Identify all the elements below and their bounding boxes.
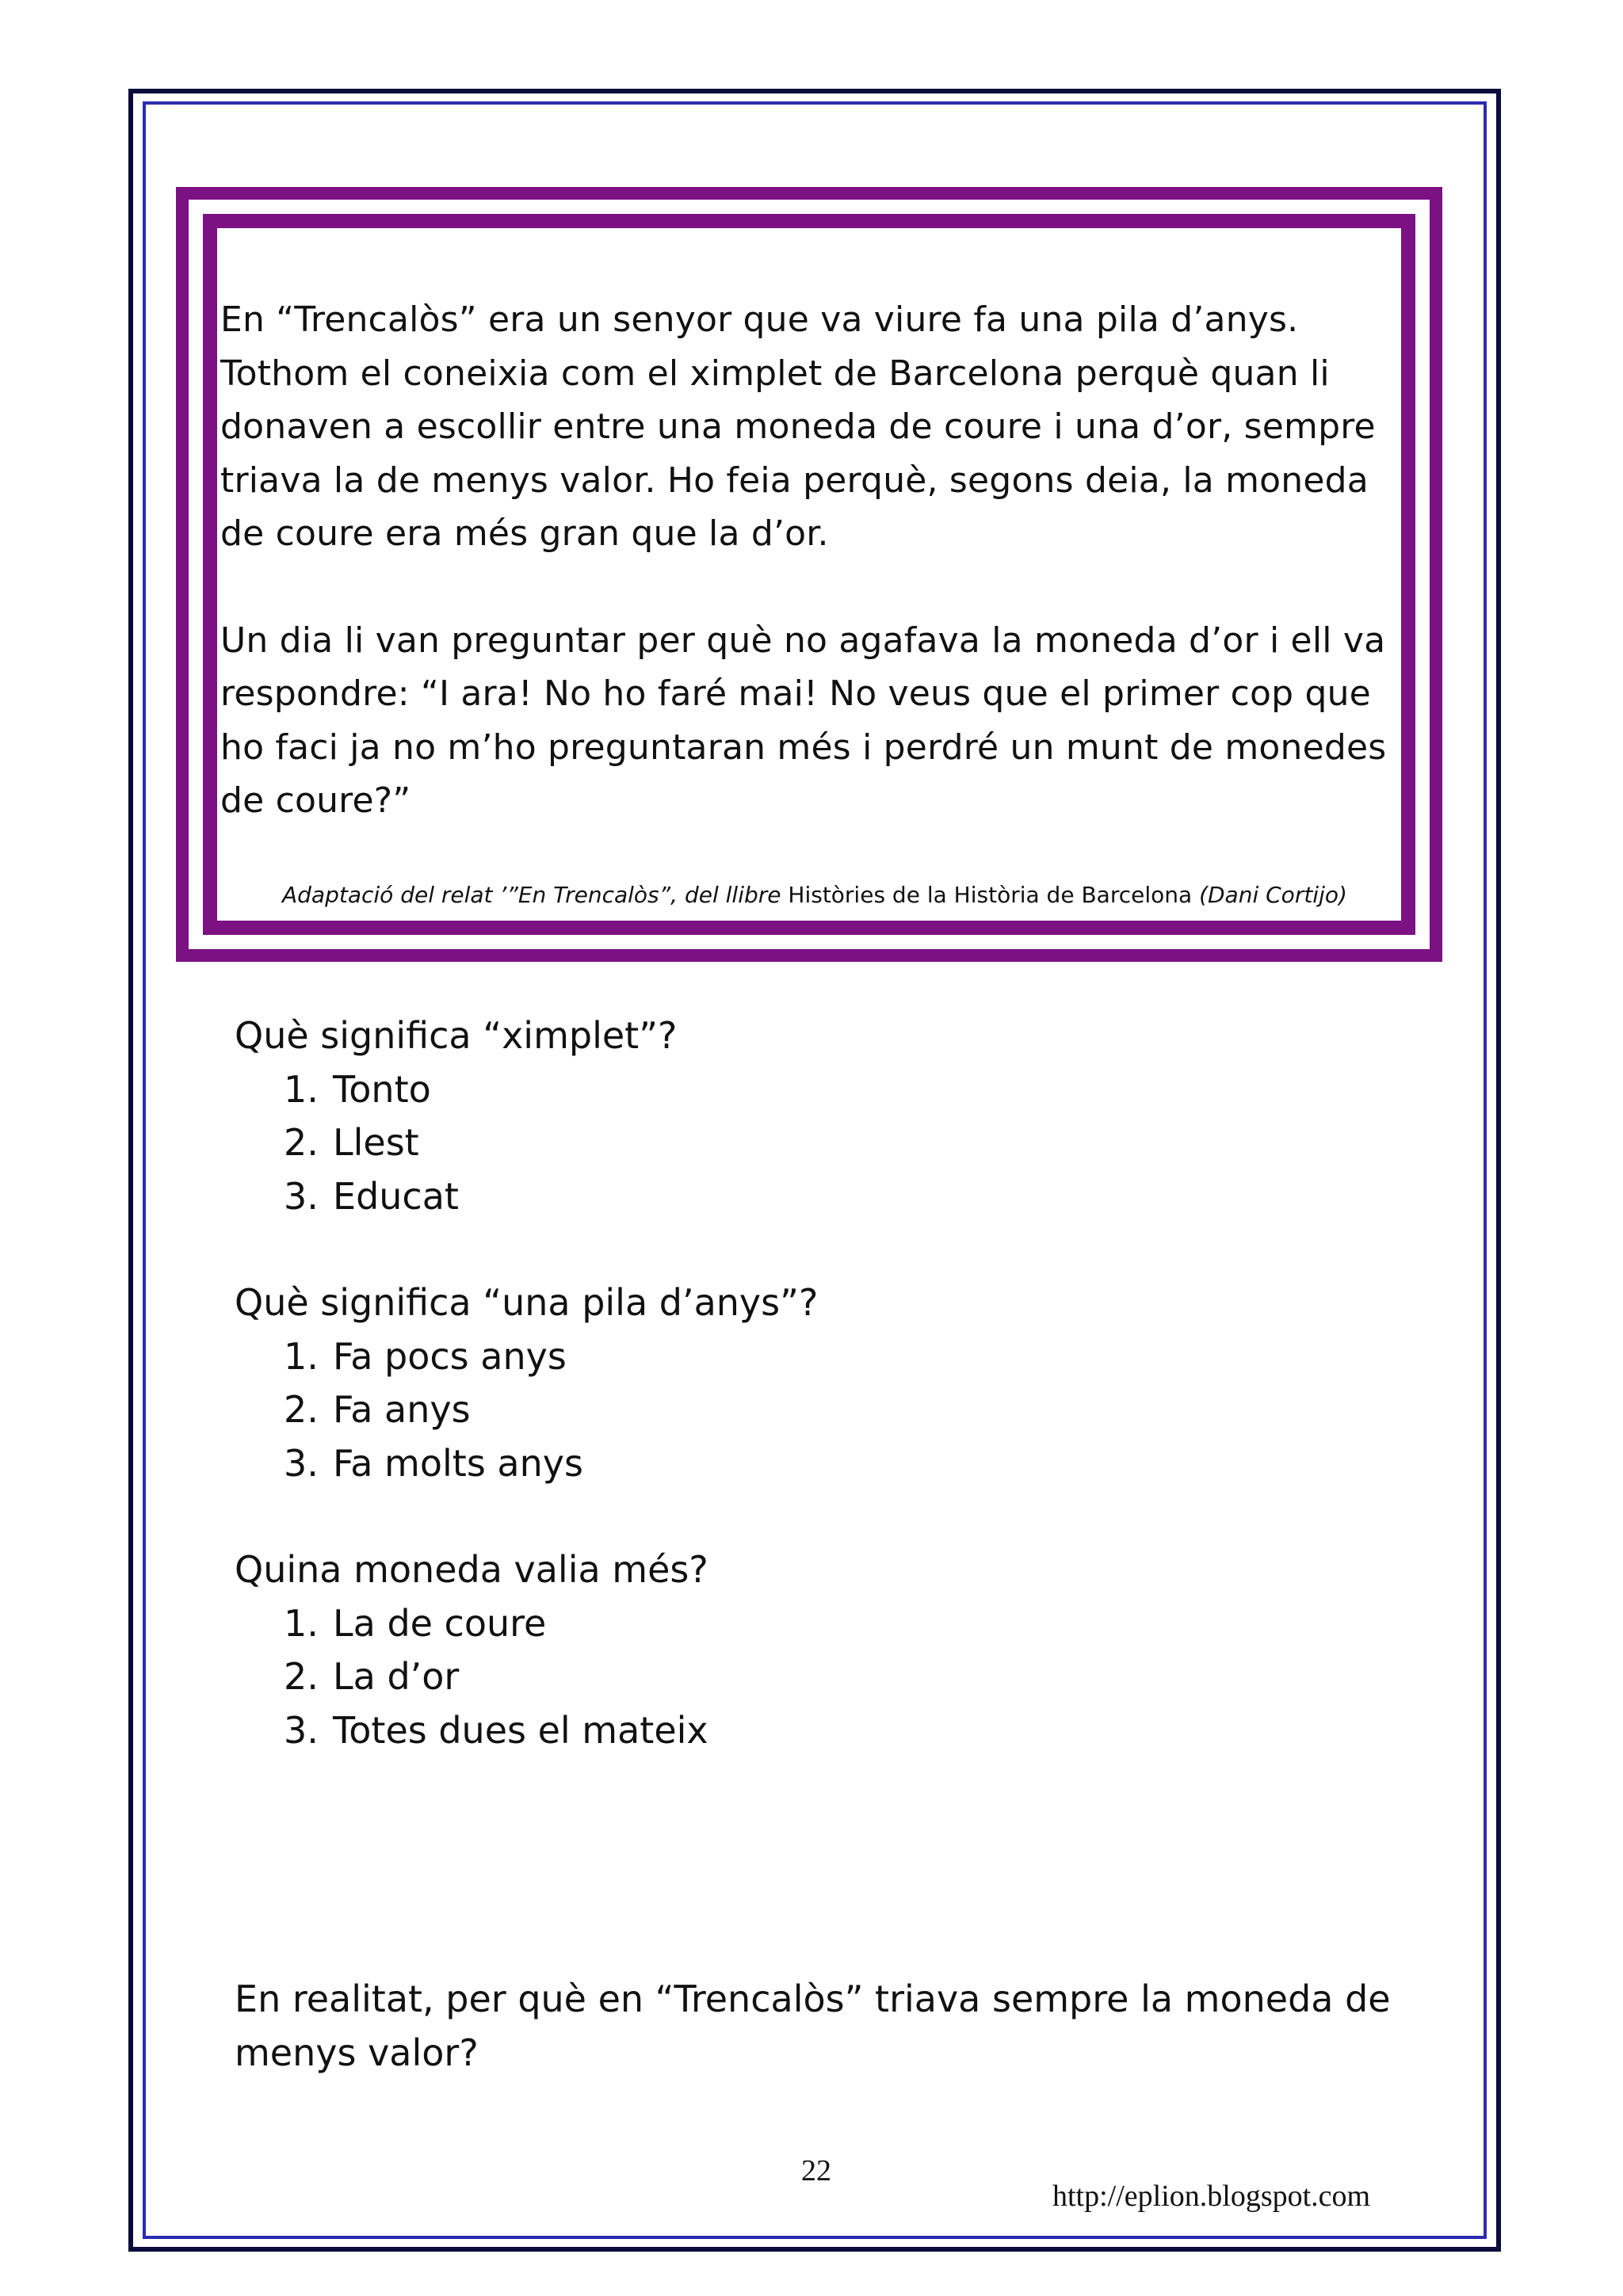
option-number: 2.	[284, 1388, 319, 1431]
option-label: La de coure	[333, 1601, 547, 1645]
page-number: 22	[801, 2154, 831, 2187]
option-number: 3.	[284, 1174, 319, 1218]
question-3-text: Quina moneda valia més?	[235, 1548, 708, 1591]
question-1-option-2	[235, 1116, 1423, 1170]
question-2-option-3	[235, 1437, 1423, 1491]
option-label: Llest	[333, 1121, 419, 1164]
option-label: Totes dues el mateix	[333, 1708, 708, 1752]
story-paragraph-1: En “Trencalòs” era un senyor que va viure fa una pila d’anys. Tothom el coneixia com el ximplet de Barcelona perquè quan li donaven a escollir entre una moneda de coure i una d’or, sempre triava la de menys valor. Ho feia perquè, segons deia, la moneda de coure era més gran que la d’or.	[220, 299, 1376, 554]
question-2-options	[235, 1330, 1423, 1491]
story-citation	[282, 881, 1407, 910]
option-number: 3.	[284, 1441, 319, 1485]
option-number: 3.	[284, 1708, 319, 1752]
question-1-options	[235, 1063, 1423, 1224]
question-2	[235, 1276, 1423, 1490]
footer-url: http://eplion.blogspot.com	[1052, 2180, 1371, 2213]
question-1-option-3	[235, 1170, 1423, 1224]
option-label: Educat	[333, 1174, 459, 1218]
question-3-option-2	[235, 1650, 1423, 1704]
citation-author: (Dani Cortijo)	[1199, 882, 1347, 908]
final-question: En realitat, per què en “Trencalòs” triava sempre la moneda de menys valor?	[235, 1978, 1391, 2074]
option-number: 1.	[284, 1334, 319, 1378]
question-3-options	[235, 1597, 1423, 1758]
question-2-option-2	[235, 1383, 1423, 1437]
option-label: Fa molts anys	[333, 1441, 583, 1485]
question-1-option-1	[235, 1063, 1423, 1117]
story-text	[220, 293, 1409, 828]
option-number: 1.	[284, 1601, 319, 1645]
option-number: 2.	[284, 1655, 319, 1698]
citation-prefix: Adaptació del relat ’”En Trencalòs”, del llibre	[282, 882, 789, 908]
question-1	[235, 1009, 1423, 1223]
option-label: Fa pocs anys	[333, 1334, 567, 1378]
question-1-text: Què significa “ximplet”?	[235, 1014, 678, 1057]
citation-book-title: Històries de la Història de Barcelona	[788, 882, 1193, 908]
question-3	[235, 1543, 1423, 1757]
story-paragraph-2: Un dia li van preguntar per què no agafava la moneda d’or i ell va respondre: “I ara! No ho faré mai! No veus que el primer cop que ho faci ja no m’ho preguntaran més i perdré un munt de monedes de coure?”	[220, 620, 1387, 821]
option-number: 1.	[284, 1067, 319, 1111]
option-label: La d’or	[333, 1655, 460, 1698]
question-3-option-1	[235, 1597, 1423, 1651]
question-2-option-1	[235, 1330, 1423, 1384]
questions-section	[235, 1009, 1423, 1810]
option-label: Fa anys	[333, 1388, 471, 1431]
option-label: Tonto	[333, 1067, 431, 1111]
option-number: 2.	[284, 1121, 319, 1164]
question-2-text: Què significa “una pila d’anys”?	[235, 1281, 819, 1324]
question-3-option-3	[235, 1704, 1423, 1758]
